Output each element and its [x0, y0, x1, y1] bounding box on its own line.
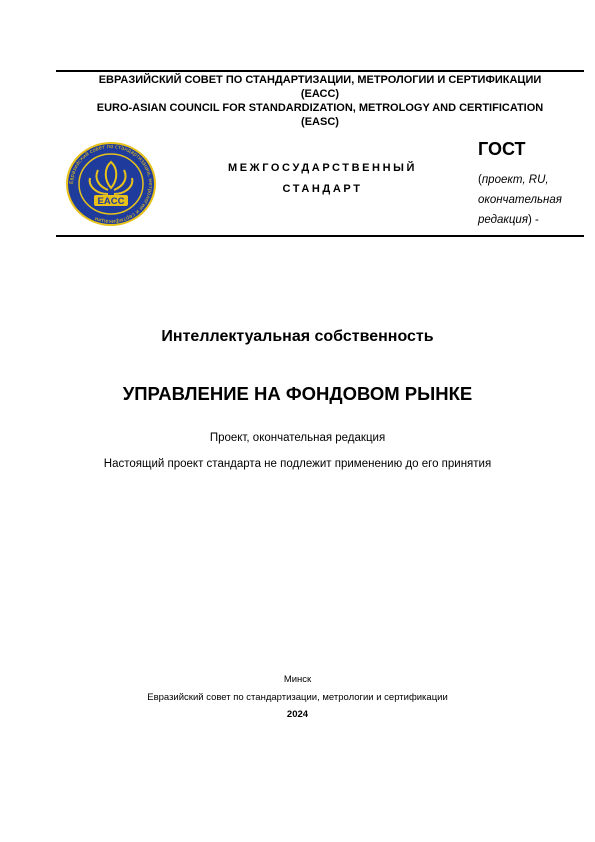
logo-text: EACC — [97, 196, 125, 207]
council-header — [56, 73, 584, 129]
council-abbr-ru: (ЕАСС) — [300, 88, 340, 100]
standard-type-line1: МЕЖГОСУДАРСТВЕННЫЙ — [227, 162, 418, 174]
gost-note-close: ) - — [527, 214, 539, 226]
council-name-en: EURO-ASIAN COUNCIL FOR STANDARDIZATION, METROLOGY AND CERTIFICATION — [96, 102, 544, 114]
document-edition: Проект, окончательная редакция — [209, 432, 386, 444]
standard-type — [200, 158, 445, 200]
footer-year: 2024 — [286, 709, 309, 720]
council-name-ru: ЕВРАЗИЙСКИЙ СОВЕТ ПО СТАНДАРТИЗАЦИИ, МЕТРОЛОГИИ И СЕРТИФИКАЦИИ — [98, 74, 542, 86]
header-top-rule — [56, 70, 584, 72]
document-subject: Интеллектуальная собственность — [161, 328, 434, 345]
footer-city: Минск — [283, 674, 312, 685]
gost-label: ГОСТ — [478, 139, 526, 159]
header-bottom-rule — [56, 235, 584, 237]
gost-note-open: ( — [478, 174, 482, 186]
council-abbr-en: (EASC) — [301, 116, 339, 128]
easc-logo — [64, 140, 158, 228]
standard-type-line2: СТАНДАРТ — [282, 183, 363, 195]
gost-status-note — [478, 170, 578, 230]
footer-publisher: Евразийский совет по стандартизации, метрологии и сертификации — [147, 692, 448, 703]
logo-ring-text: Евразийский совет по стандартизации, метрологии и сертификации — [68, 143, 154, 225]
document-title: УПРАВЛЕНИЕ НА ФОНДОВОМ РЫНКЕ — [122, 383, 473, 404]
gost-note-italic: проект, RU, окончательная редакция — [478, 174, 562, 226]
document-notice: Настоящий проект стандарта не подлежит применению до его принятия — [103, 458, 492, 470]
